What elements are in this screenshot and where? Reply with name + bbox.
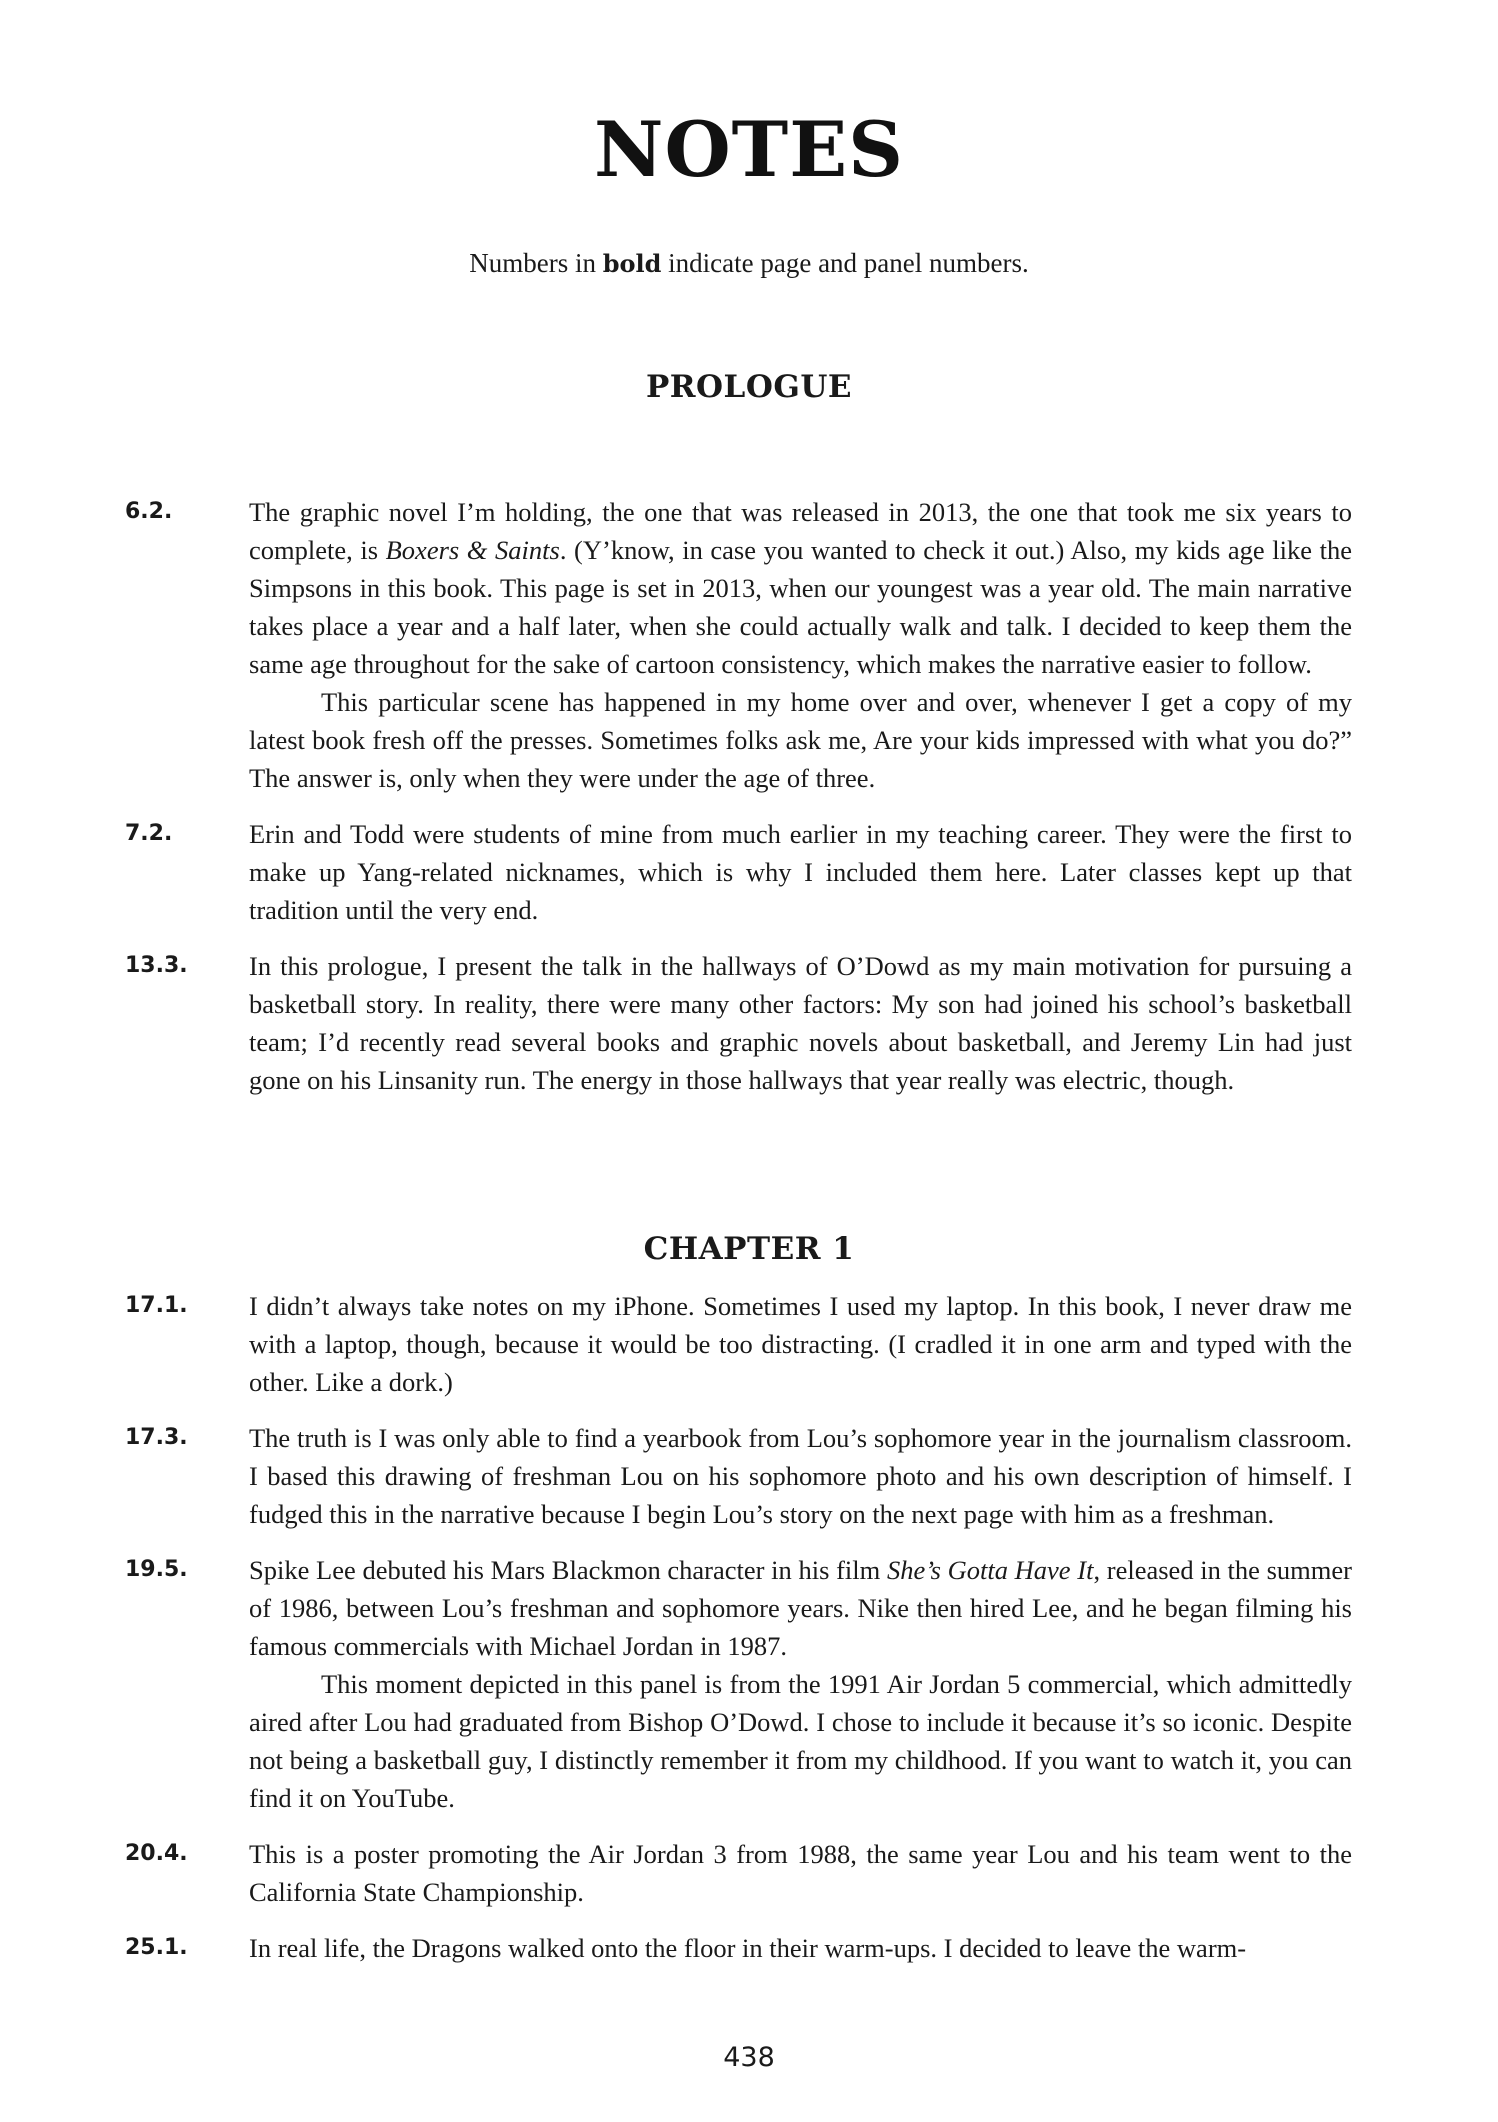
note-paragraph xyxy=(249,1835,1352,1911)
note-label: 6.2. xyxy=(125,499,173,524)
note-text: I didn’t always take notes on my iPhone. Sometimes I used my laptop. In this book, I never draw me with a laptop, though, because it would be too distracting. (I cradled it in one arm and typed with the other. Like a dork.) xyxy=(249,1291,1352,1397)
page-number: 438 xyxy=(723,2042,775,2073)
note-item xyxy=(0,1835,1498,1911)
note-body xyxy=(249,1835,1352,1911)
note-body xyxy=(249,1551,1352,1817)
note-paragraph xyxy=(249,815,1352,929)
note-body xyxy=(249,947,1352,1099)
note-paragraph xyxy=(249,1287,1352,1401)
note-item xyxy=(0,493,1498,797)
note-label: 13.3. xyxy=(125,953,188,978)
note-text: The graphic novel I’m holding, the one that was released in 2013, the one that took me six years to complete, is xyxy=(249,497,1352,565)
note-text: This is a poster promoting the Air Jordan 3 from 1988, the same year Lou and his team went to the California State Championship. xyxy=(249,1839,1352,1907)
subtitle xyxy=(0,248,1498,279)
note-text: , released in the summer of 1986, between Lou’s freshman and sophomore years. Nike then hired Lee, and he began filming his famous commercials with Michael Jordan in 1987. xyxy=(249,1555,1352,1661)
book-title: Boxers & Saints xyxy=(385,535,560,565)
note-paragraph xyxy=(249,947,1352,1099)
subtitle-text: Numbers in xyxy=(469,248,603,278)
note-paragraph xyxy=(249,683,1352,797)
section-prologue xyxy=(0,369,1498,1117)
note-text: This particular scene has happened in my home over and over, whenever I get a copy of my latest book fresh off the presses. Sometimes folks ask me, Are your kids impressed with what you do?” The answer is, only when they were under the age of three. xyxy=(249,687,1352,793)
note-text: Erin and Todd were students of mine from much earlier in my teaching career. They were the first to make up Yang-related nicknames, which is why I included them here. Later classes kept up that tradition until the very end. xyxy=(249,819,1352,925)
section-heading: CHAPTER 1 xyxy=(643,1231,855,1267)
note-paragraph xyxy=(249,1419,1352,1533)
note-body xyxy=(249,1287,1352,1401)
subtitle-bold: bold xyxy=(602,249,662,278)
note-body xyxy=(249,1419,1352,1533)
note-item xyxy=(0,1929,1498,1967)
note-text: Spike Lee debuted his Mars Blackmon character in his film xyxy=(249,1555,887,1585)
note-text: The truth is I was only able to find a yearbook from Lou’s sophomore year in the journalism classroom. I based this drawing of freshman Lou on his sophomore photo and his own description of himself. I fudged this in the narrative because I begin Lou’s story on the next page with him as a freshman. xyxy=(249,1423,1352,1529)
note-label: 17.1. xyxy=(125,1293,188,1318)
book-title: She’s Gotta Have It xyxy=(886,1555,1094,1585)
note-paragraph xyxy=(249,1929,1352,1967)
note-label: 17.3. xyxy=(125,1425,188,1450)
note-body xyxy=(249,1929,1352,1967)
note-body xyxy=(249,815,1352,929)
section-chapter-1 xyxy=(0,1231,1498,1985)
note-paragraph xyxy=(249,1665,1352,1817)
note-item xyxy=(0,1551,1498,1817)
note-text: In this prologue, I present the talk in the hallways of O’Dowd as my main motivation for pursuing a basketball story. In reality, there were many other factors: My son had joined his school’s basketball team; I’d recently read several books and graphic novels about basketball, and Jeremy Lin had just gone on his Linsanity run. The energy in those hallways that year really was electric, though. xyxy=(249,951,1352,1095)
note-text: This moment depicted in this panel is from the 1991 Air Jordan 5 commercial, which admittedly aired after Lou had graduated from Bishop O’Dowd. I chose to include it because it’s so iconic. Despite not being a basketball guy, I distinctly remember it from my childhood. If you want to watch it, you can find it on YouTube. xyxy=(249,1669,1352,1813)
note-label: 19.5. xyxy=(125,1557,188,1582)
page-title: NOTES xyxy=(593,105,905,194)
note-text: . (Y’know, in case you wanted to check it out.) Also, my kids age like the Simpsons in this book. This page is set in 2013, when our youngest was a year old. The main narrative takes place a year and a half later, when she could actually walk and talk. I decided to keep them the same age throughout for the sake of cartoon consistency, which makes the narrative easier to follow. xyxy=(249,535,1352,679)
note-label: 7.2. xyxy=(125,821,173,846)
note-item xyxy=(0,1419,1498,1533)
note-item xyxy=(0,1287,1498,1401)
note-body xyxy=(249,493,1352,797)
note-paragraph xyxy=(249,493,1352,683)
note-item xyxy=(0,815,1498,929)
note-label: 25.1. xyxy=(125,1935,188,1960)
note-paragraph xyxy=(249,1551,1352,1665)
note-text: In real life, the Dragons walked onto the floor in their warm-ups. I decided to leave the warm- xyxy=(249,1933,1247,1963)
note-item xyxy=(0,947,1498,1099)
note-label: 20.4. xyxy=(125,1841,188,1866)
subtitle-text: indicate page and panel numbers. xyxy=(661,248,1029,278)
section-heading: PROLOGUE xyxy=(645,369,852,405)
